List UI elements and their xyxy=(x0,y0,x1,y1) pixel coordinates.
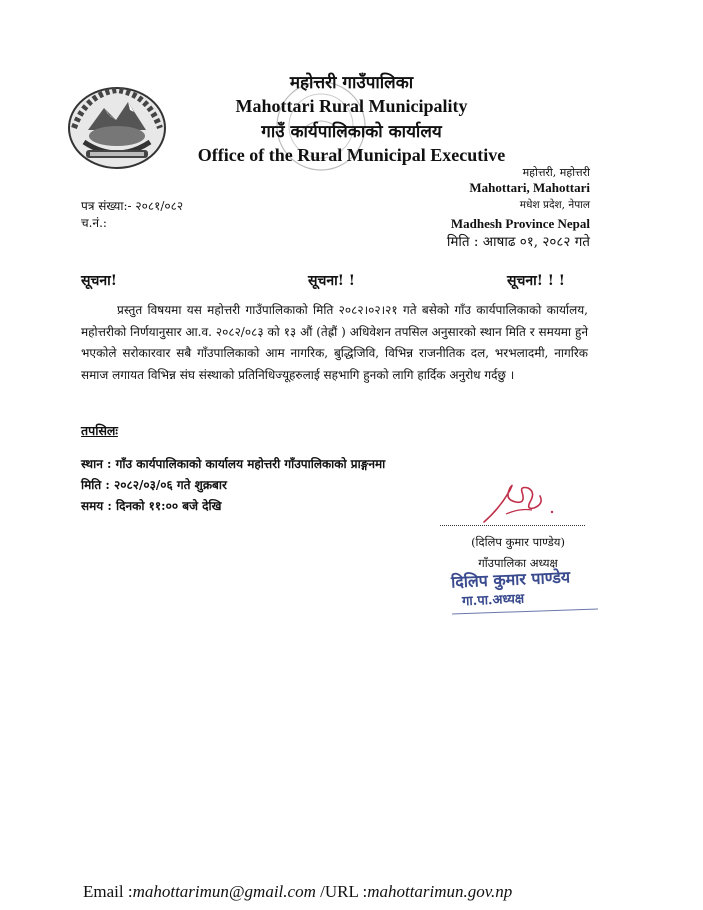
detail-place: स्थान : गाँउ कार्यपालिकाको कार्यालय महोत्तरी गाँउपालिकाको प्राङ्गनमा xyxy=(81,457,386,471)
stamp-underline xyxy=(452,608,598,614)
letter-date: मिति : आषाढ ०१, २०८२ गते xyxy=(446,234,590,250)
address-line-2: Mahottari, Mahottari xyxy=(469,180,590,195)
email-label: Email : xyxy=(83,882,133,901)
detail-time: समय : दिनको ११:०० बजे देखि xyxy=(81,499,222,513)
notice-heading-3: सूचना! ! ! xyxy=(507,273,565,289)
email-address: mahottarimun@gmail.com xyxy=(132,882,316,901)
address-line-1: महोत्तरी, महोत्तरी xyxy=(522,166,590,179)
chalani-number: च.नं.: xyxy=(81,216,107,230)
patra-sankhya: पत्र संख्या:- २०८१/०८२ xyxy=(81,199,184,213)
stamp-name: दिलिप कुमार पाण्डेय xyxy=(450,567,571,592)
header-title-np: महोत्तरी गाउँपालिका xyxy=(289,73,414,93)
notice-heading-2: सूचना! ! xyxy=(308,273,355,289)
notice-body: प्रस्तुत विषयमा यस महोत्तरी गाउँपालिकाको मिति २०८२।०२।२१ गते बसेको गाँउ कार्यपालिकाको कार्यालय, महोत्तरीको निर्णयानुसार आ.व. २०८२/०८३ को १३ औं (तेह्रौं ) अधिवेशन तपसिल अनुसारको स्थान मिति र समयमा हुने भएकोले सरोकारवार सबै गाँउपालिकाको आम नागरिक, बुद्धिजिवि, विभिन्न राजनीतिक दल, भरभलादमी, नागरिक समाज लगायत विभिन्न संघ संस्थाको प्रतिनिधिज्यूहरुलाई सहभागि हुनको लागि हार्दिक अनुरोध गर्दछु । xyxy=(81,303,588,382)
address-line-4: Madhesh Province Nepal xyxy=(450,216,590,231)
stamp-title: गा.पा.अध्यक्ष xyxy=(461,591,525,610)
notice-heading-1: सूचना! xyxy=(81,273,117,289)
footer-contact xyxy=(83,882,512,902)
detail-date: मिति : २०८२/०३/०६ गते शुक्रबार xyxy=(81,478,227,492)
url-label: /URL : xyxy=(320,882,368,901)
tapasil-heading: तपसिलः xyxy=(81,423,118,438)
header-title-en: Mahottari Rural Municipality xyxy=(235,96,468,116)
website-url: mahottarimun.gov.np xyxy=(367,882,513,901)
header-office-np: गाउँ कार्यपालिकाको कार्यालय xyxy=(261,122,442,142)
header-office-en: Office of the Rural Municipal Executive xyxy=(197,145,506,165)
signature-line xyxy=(440,515,585,526)
address-line-3: मधेश प्रदेश, नेपाल xyxy=(519,199,590,211)
signatory-designation: गाँउपालिका अध्यक्ष xyxy=(478,556,558,570)
signatory-name: (दिलिप कुमार पाण्डेय) xyxy=(471,535,565,549)
